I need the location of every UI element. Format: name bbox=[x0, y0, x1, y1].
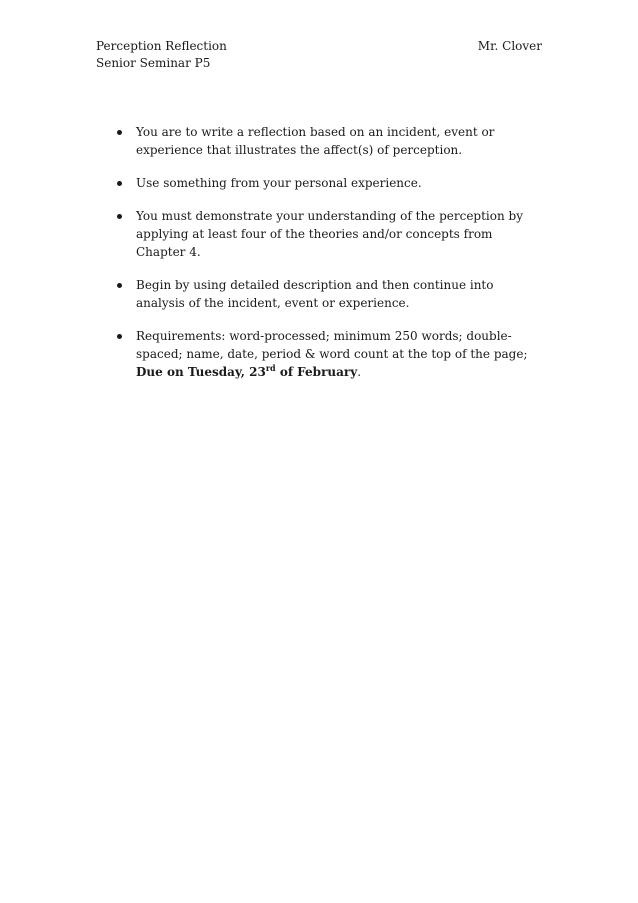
due-date-prefix: Due on Tuesday, 23 bbox=[136, 365, 266, 379]
teacher-name: Mr. Clover bbox=[477, 39, 542, 53]
bullet-icon bbox=[117, 130, 122, 135]
bullet-icon bbox=[117, 283, 122, 288]
page-header bbox=[96, 38, 542, 72]
instructions-list bbox=[114, 123, 542, 396]
list-item-text: Begin by using detailed description and then continue into analysis of the incident, event or experience. bbox=[136, 278, 494, 310]
list-item-requirements bbox=[114, 327, 542, 381]
course-name: Senior Seminar P5 bbox=[96, 56, 211, 70]
requirements-end: . bbox=[357, 365, 362, 379]
due-date-ordinal: rd bbox=[265, 363, 276, 373]
requirements-text: Requirements: word-processed; minimum 250 words; double-spaced; name, date, period & word count at the top of the page; bbox=[136, 329, 528, 361]
due-date-suffix: of February bbox=[275, 365, 358, 379]
list-item-text: Use something from your personal experience. bbox=[136, 176, 422, 190]
assignment-title: Perception Reflection bbox=[96, 39, 227, 53]
bullet-icon bbox=[117, 334, 122, 339]
list-item-text: You must demonstrate your understanding of the perception by applying at least four of the theories and/or concepts from Chapter 4. bbox=[136, 209, 523, 259]
due-date bbox=[136, 365, 357, 379]
list-item bbox=[114, 123, 542, 159]
header-row bbox=[96, 38, 542, 55]
list-item-text: You are to write a reflection based on an incident, event or experience that illustrates the affect(s) of perception. bbox=[136, 125, 495, 157]
list-item bbox=[114, 276, 542, 312]
bullet-icon bbox=[117, 181, 122, 186]
bullet-icon bbox=[117, 214, 122, 219]
list-item bbox=[114, 174, 542, 192]
list-item bbox=[114, 207, 542, 261]
